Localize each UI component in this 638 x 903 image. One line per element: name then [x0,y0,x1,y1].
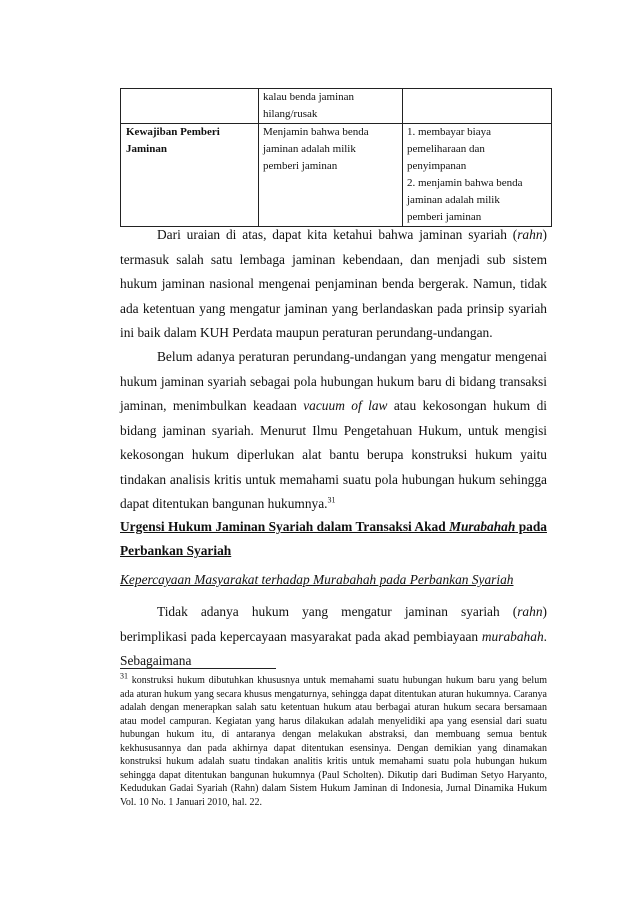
text-run: Dari uraian di atas, dapat kita ketahui bahwa jaminan syariah ( [157,227,518,242]
text-run: Belum adanya peraturan perundang-undangan yang mengatur mengenai hukum jaminan syariah sebagai pola hubungan hukum baru di bidang transaksi jaminan, menimbulkan keadaan [120,349,547,413]
cell-line: Menjamin bahwa benda [263,126,369,138]
cell-line: jaminan adalah milik [407,194,500,206]
cell-line: penyimpanan [407,160,467,172]
footnote-text: konstruksi hukum dibutuhkan khususnya untuk memahami suatu hubungan hukum baru yang belum ada aturan hukum yang secara khusus mengaturnya, sehingga dapat ditentukan aturan hukumnya. Caranya adalah dengan menerapkan salah satu ketentuan hukum atau berbagai aturan hukum secara bersamaan atau model campuran. Kegiatan yang harus dilakukan adalah menyelidiki apa yang esensial dari suatu hubungan hukum itu, di antaranya dengan melakukan abstraksi, dan membuang semua bentuk kekhususannya dan pada akhirnya dapat ditentukan esensinya. Dengan demikian yang dinamakan konstruksi hukum adalah suatu tindakan analitis kritis untuk memahami suatu pola hubungan hukum sehingga dapat ditentukan bangunan hukumnya (Paul Scholten). Dikutip dari Budiman Setyo Haryanto, Kedudukan Gadai Syariah (Rahn) dalam Sistem Hukum Jaminan di Indonesia, Jurnal Dinamika Hukum Vol. 10 No. 1 Januari 2010, hal. 22. [120,675,547,808]
text-run: ) berimplikasi pada kepercayaan masyarakat pada akad pembiayaan [120,604,547,644]
table-cell [403,89,552,124]
row-label-line: Jaminan [126,143,167,155]
section-heading [120,515,547,563]
table-row [121,89,552,124]
cell-line: hilang/rusak [263,108,318,120]
table-cell [121,89,259,124]
heading-text: Urgensi Hukum Jaminan Syariah dalam Transaksi Akad [120,519,450,534]
cell-line: pemeliharaan dan [407,143,485,155]
table-cell [259,124,403,227]
heading-italic: Murabahah [449,519,516,534]
paragraph-2 [120,345,547,517]
text-run: ) termasuk salah satu lembaga jaminan kebendaan, dan menjadi sub sistem hukum jaminan nasional mengenai penjaminan benda bergerak. Namun, tidak ada ketentuan yang mengatur jaminan yang berlandaskan pada prinsip syariah ini baik dalam KUH Perdata maupun peraturan perundang-undangan. [120,227,547,340]
paragraph-3 [120,600,547,674]
cell-line: pemberi jaminan [407,211,482,223]
row-label-line: Kewajiban Pemberi [126,126,220,138]
italic-term: rahn [517,604,543,619]
footnote-number: 31 [120,671,128,681]
cell-line: pemberi jaminan [263,160,338,172]
row-label-cell [121,124,259,227]
footnote-divider [120,668,276,669]
cell-line: jaminan adalah milik [263,143,356,155]
table-cell [259,89,403,124]
text-run: . Sebagaimana [120,628,547,668]
heading-text: pada Perbankan Syariah [120,519,547,558]
text-run: Tidak adanya hukum yang mengatur jaminan syariah ( [157,604,518,619]
comparison-table [120,88,552,227]
sub-heading: Kepercayaan Masyarakat terhadap Murabahah pada Perbankan Syariah [120,572,514,587]
table-cell [403,124,552,227]
cell-line: kalau benda jaminan [263,91,355,103]
table-row [121,124,552,227]
italic-term: rahn [517,227,543,242]
italic-term: murabahah [481,628,544,644]
cell-line: 1. membayar biaya [407,126,491,138]
text-run: atau kekosongan hukum di bidang jaminan syariah. Menurut Ilmu Pengetahuan Hukum, untuk mengisi kekosongan hukum diperlukan alat bantu berupa konstruksi hukum yaitu tindakan analisis kritis untuk memahami suatu pola hubungan hukum sehingga dapat ditentukan bangunan hukumnya. [120,398,547,511]
cell-line: 2. menjamin bahwa benda [407,177,523,189]
paragraph-1 [120,223,547,346]
footnote-ref[interactable]: 31 [327,495,336,505]
footnote [120,671,547,809]
italic-term: vacuum of law [303,398,388,413]
